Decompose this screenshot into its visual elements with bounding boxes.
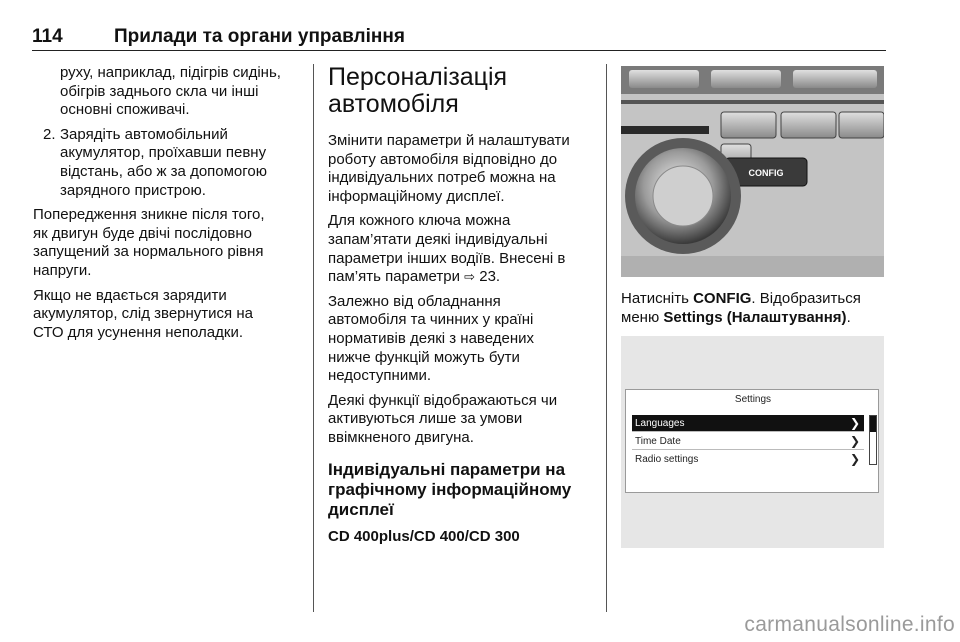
display-screenshot: [621, 336, 884, 548]
paragraph-service-station: Якщо не вдається зарядити акумулятор, слід звернутися на СТО для усунення неполадки.: [33, 286, 253, 341]
chevron-right-icon: ❯: [849, 434, 860, 448]
screen-title: Settings: [734, 394, 772, 405]
photo-caption: Натисніть CONFIG. Відобразиться меню Settings (Налаштування).: [621, 290, 861, 326]
column-left: [33, 64, 303, 348]
list-item-2: 2. Зарядіть автомобільний акумулятор, проїхавши певну відстань, або ж за допомогою зарядного пристрою.: [43, 125, 268, 199]
config-button-label: CONFIG: [748, 168, 784, 178]
console-photo: [621, 66, 884, 277]
chevron-right-icon: ❯: [849, 452, 860, 466]
menu-item-time-date[interactable]: Time Date ❯: [632, 433, 864, 450]
column-middle: [328, 64, 596, 552]
page-title: Прилади та органи управління: [114, 26, 405, 47]
page-header: [32, 26, 886, 52]
chevron-right-icon: ❯: [849, 416, 860, 430]
menu-item-languages[interactable]: Languages ❯: [632, 415, 864, 432]
paragraph-equipment: Залежно від обладнання автомобіля та чинних у країні нормативів деякі з наведених нижче функцій можуть бути недоступними.: [328, 292, 535, 385]
ref-arrow-icon[interactable]: ⇨: [464, 269, 476, 285]
models-label: CD 400plus/CD 400/CD 300: [328, 527, 520, 545]
list-number: 2.: [43, 125, 56, 143]
column-divider-right: [606, 64, 607, 612]
paragraph-engine: Деякі функції відображаються чи активуються лише за умови ввімкненого двигуна.: [328, 391, 558, 446]
page-number: 114: [32, 26, 63, 47]
page-reference-link[interactable]: 23.: [479, 268, 501, 286]
paragraph-keys: Для кожного ключа можна запам’ятати деякі індивідуальні параметри інших водіїв. Внесені в пам’ять параметри ⇨ 23.: [328, 212, 566, 286]
watermark: carmanualsonline.info: [744, 613, 955, 636]
subsection-heading: Індивідуальні параметри на графічному інформаційному дисплеї: [328, 459, 572, 519]
list-item-continuation: руху, наприклад, підігрів сидінь, обігрів заднього скла чи інші основні споживачі.: [60, 64, 281, 119]
paragraph-intro: Змінити параметри й налаштувати роботу автомобіля відповідно до індивідуальних потреб можна на інформаційному дисплеї.: [328, 132, 570, 205]
paragraph-warning-disappears: Попередження зникне після того, як двигун буде двічі послідовно запущений за нормального рівня напруги.: [33, 206, 265, 279]
config-label: CONFIG: [693, 290, 752, 307]
column-divider-left: [313, 64, 314, 612]
header-rule: [32, 50, 886, 51]
scrollbar[interactable]: [869, 415, 877, 465]
section-heading: Персоналізація автомобіля: [328, 63, 508, 118]
settings-screen: [625, 389, 879, 493]
scrollbar-thumb[interactable]: [870, 416, 876, 432]
console-illustration: [621, 66, 884, 277]
menu-item-radio-settings[interactable]: Radio settings ❯: [635, 452, 860, 466]
settings-label: Settings (Налаштування): [663, 308, 847, 326]
